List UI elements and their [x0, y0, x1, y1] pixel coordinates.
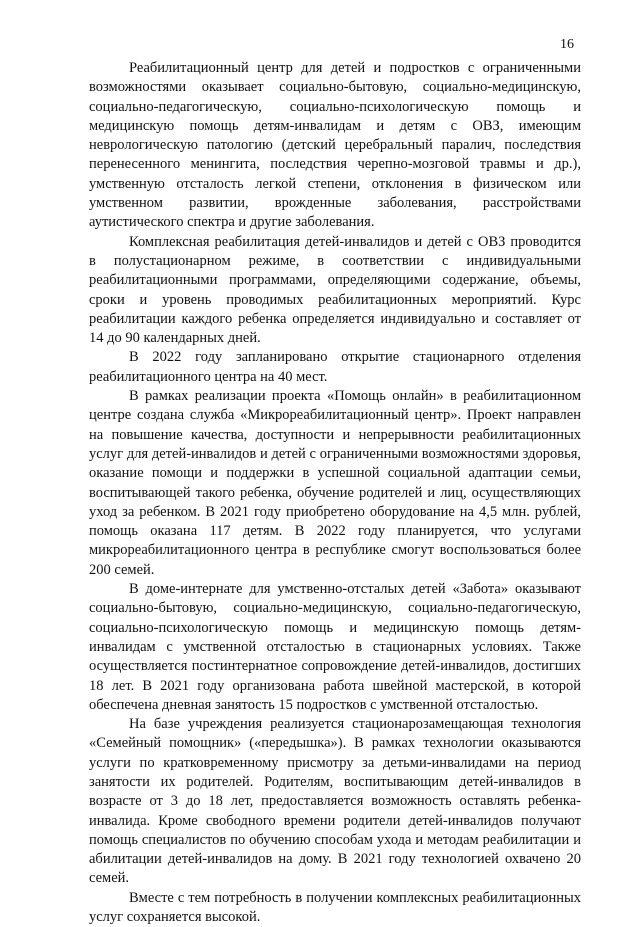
paragraph-family-assistant: На базе учреждения реализуется стационарозамещающая технология «Семейный помощник» («передышка»). В рамках технологии оказываются услуги по кратковременному присмотру за детьми-инвалидами на период занятости их родителей. Родителям, воспитывающим детей-инвалидов в возрасте от 3 до 18 лет, предоставляется возможность оставлять ребенка-инвалида. Кроме свободного времени родители детей-инвалидов получают помощь специалистов по обучению способам ухода и методам реабилитации и абилитации детей-инвалидов на дому. В 2021 году технологией охвачено 20 семей.	[89, 716, 581, 887]
paragraph-complex-rehabilitation: Комплексная реабилитация детей-инвалидов и детей с ОВЗ проводится в полустационарном режиме, в соответствии с индивидуальными реабилитационными программами, определяющими содержание, объемы, сроки и уровень проводимых реабилитационных мероприятий. Курс реабилитации каждого ребенка определяется индивидуально и составляет от 14 до 90 календарных дней.	[89, 233, 581, 347]
paragraph-conclusion: Вместе с тем потребность в получении комплексных реабилитационных услуг сохраняется высокой.	[89, 889, 581, 926]
paragraph-help-online: В рамках реализации проекта «Помощь онлайн» в реабилитационном центре создана служба «Микрореабилитационный центр». Проект направлен на повышение качества, доступности и непрерывности реабилитационных услуг для детей-инвалидов и детей с ограниченными возможностями здоровья, оказание помощи и поддержки в успешной социальной адаптации семьи, воспитывающей такого ребенка, обучение родителей и лиц, осуществляющих уход за ребенком. В 2021 году приобретено оборудование на 4,5 млн. рублей, помощь оказана 117 детям. В 2022 году планируется, что услугами микрореабилитационного центра в республике смогут воспользоваться более 200 семей.	[89, 388, 581, 578]
page-number: 16	[560, 37, 574, 52]
paragraph-stationary-department: В 2022 году запланировано открытие стационарного отделения реабилитационного центра на 40 мест.	[89, 349, 581, 385]
paragraph-zabota-boarding-home: В доме-интернате для умственно-отсталых детей «Забота» оказывают социально-бытовую, социально-медицинскую, социально-педагогическую, социально-психологическую помощь и медицинскую помощь детям-инвалидам с умственной отсталостью в стационарных условиях. Также осуществляется постинтернатное сопровождение детей-инвалидов, достигших 18 лет. В 2021 году организована работа швейной мастерской, в которой обеспечена дневная занятость 15 подростков с умственной отсталостью.	[89, 581, 581, 713]
paragraph-rehab-center: Реабилитационный центр для детей и подростков с ограниченными возможностями оказывает социально-бытовую, социально-медицинскую, социально-педагогическую, социально-психологическую помощь и медицинскую помощь детям-инвалидам и детям с ОВЗ, имеющим неврологическую патологию (детский церебральный паралич, последствия перенесенного менингита, последствия черепно-мозговой травмы и др.), умственную отсталость легкой степени, отклонения в физическом или умственном развитии, врожденные заболевания, расстройствами аутистического спектра и другие заболевания.	[89, 60, 581, 231]
body-text	[89, 59, 581, 927]
